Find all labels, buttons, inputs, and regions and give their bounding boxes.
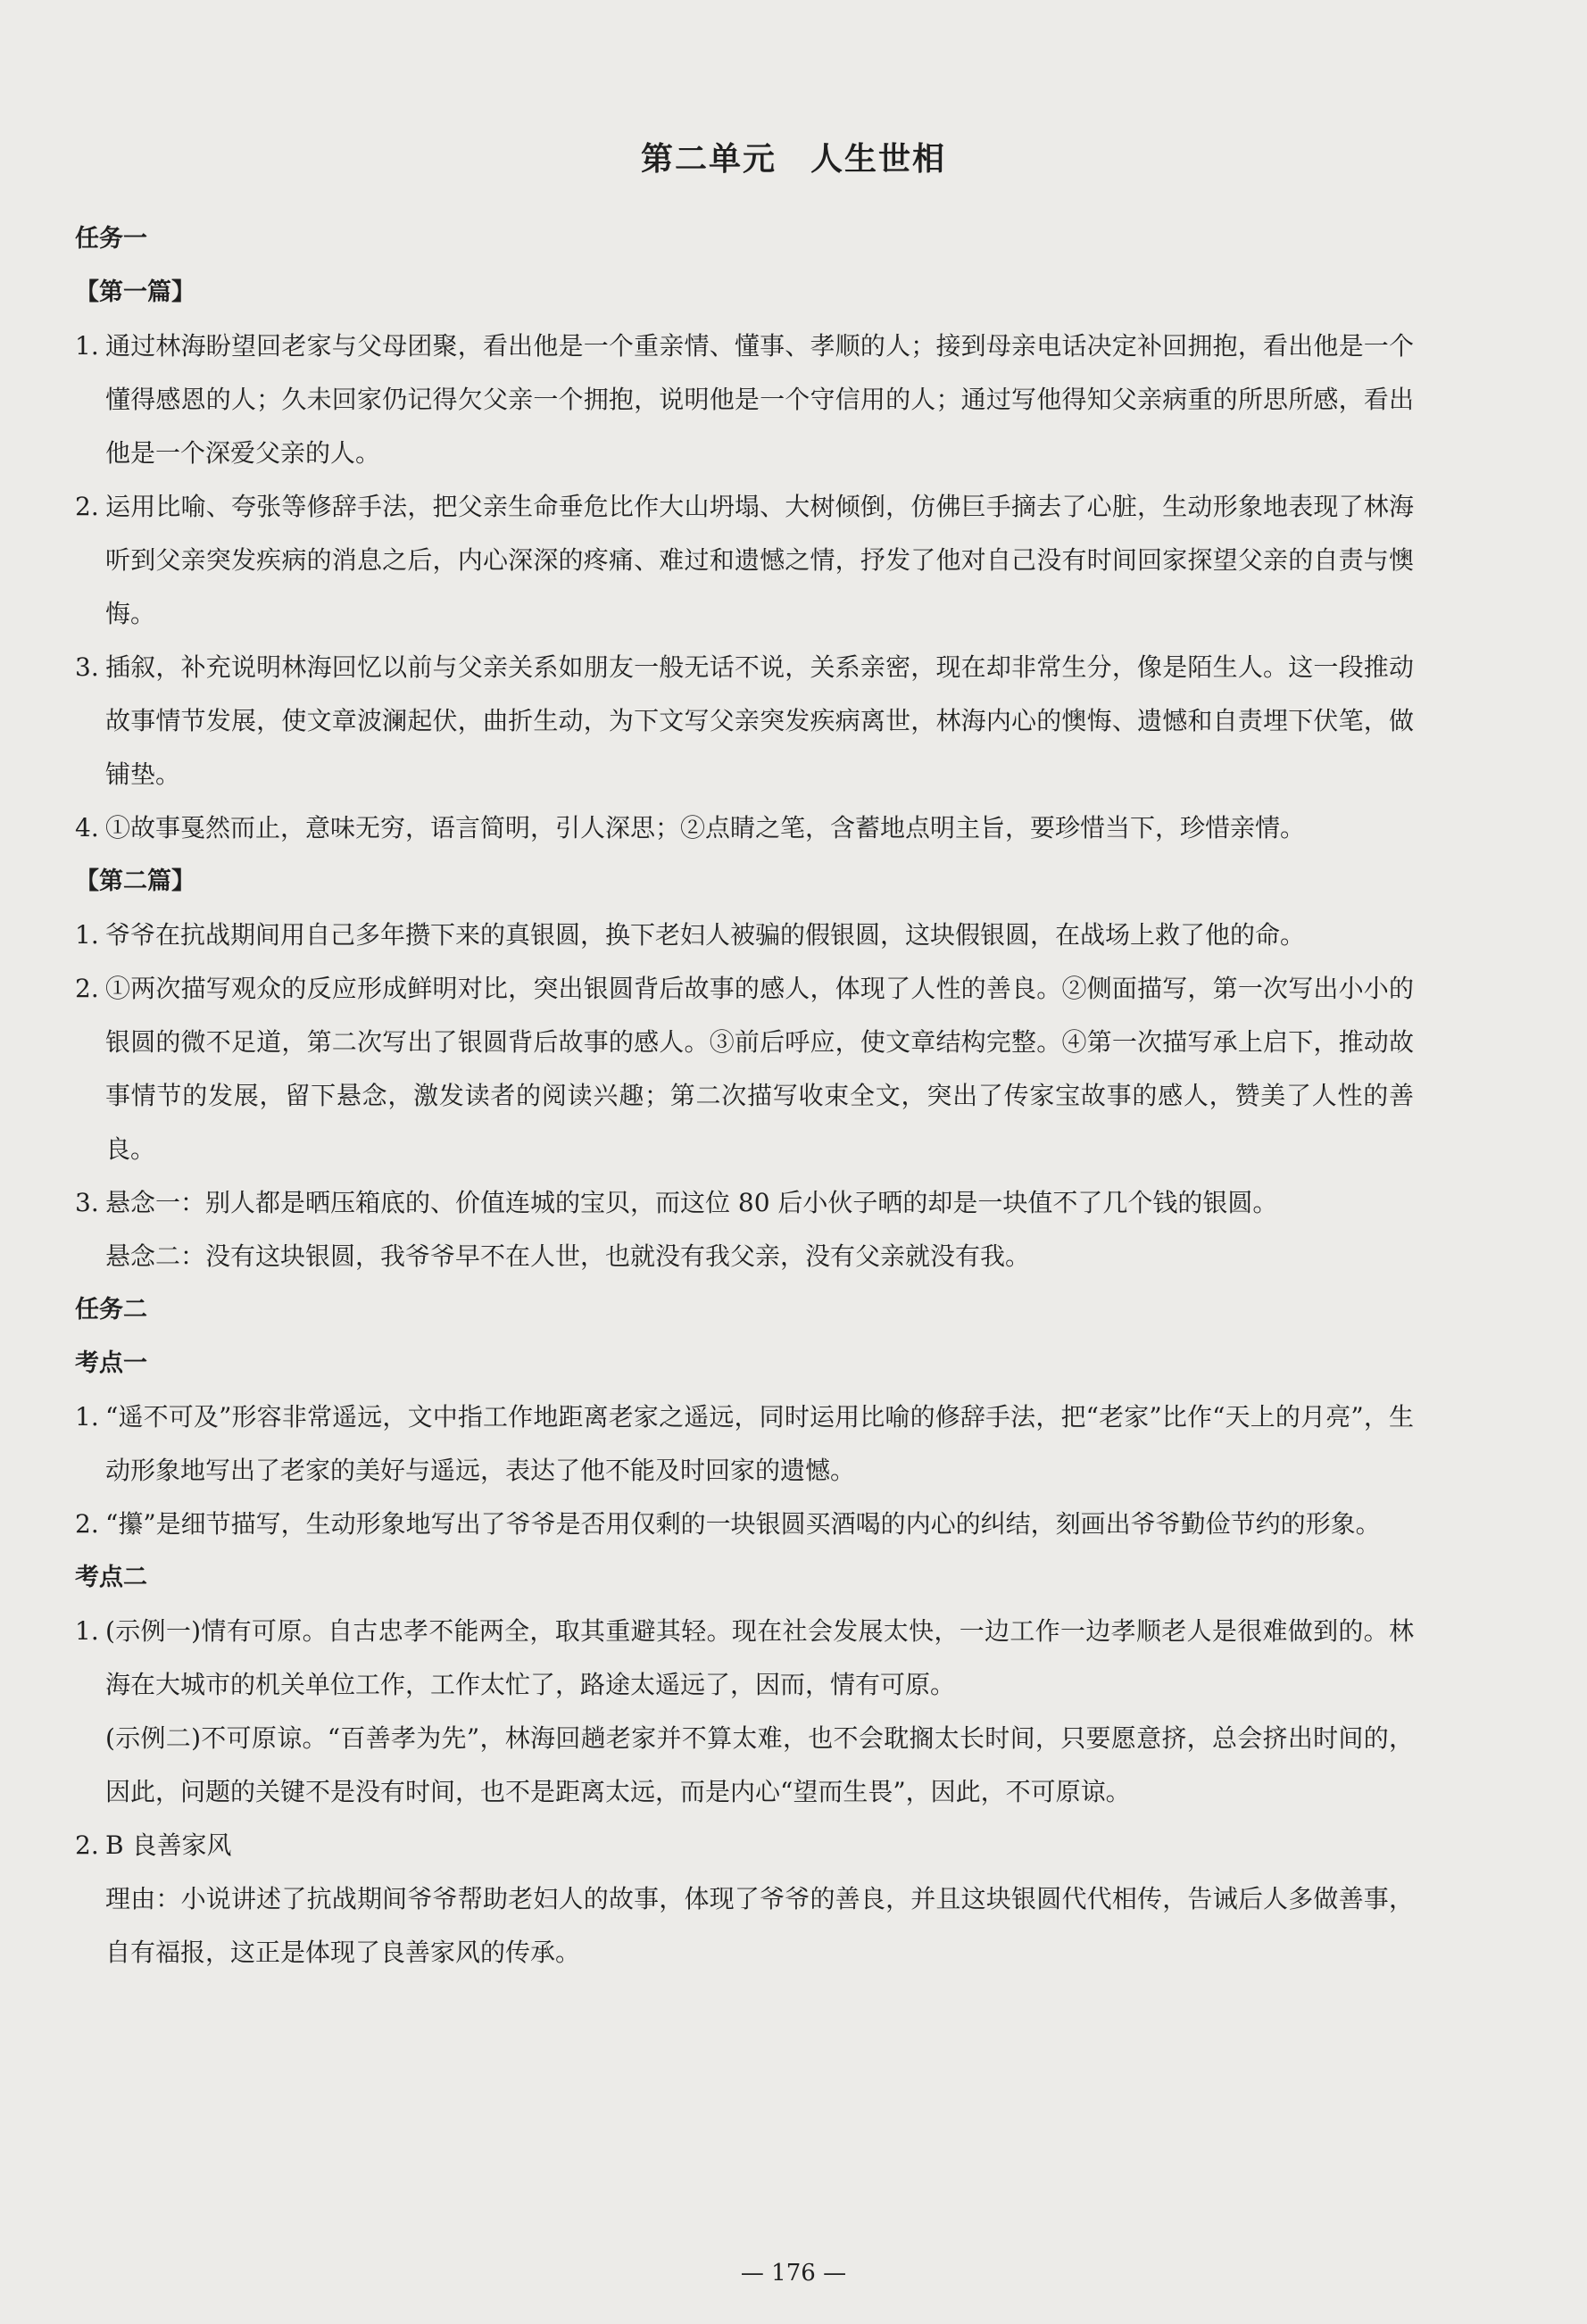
task1-part2-item-1 xyxy=(75,909,1414,962)
item-text: B 良善家风 xyxy=(105,1830,232,1860)
point2-item-2 xyxy=(75,1819,1414,1872)
point2-item-1 xyxy=(75,1605,1414,1712)
item-text: 通过林海盼望回老家与父母团聚，看出他是一个重亲情、懂事、孝顺的人；接到母亲电话决定补回拥抱，看出他是一个懂得感恩的人；久未回家仍记得欠父亲一个拥抱，说明他是一个守信用的人；通过写他得知父亲病重的所思所感，看出他是一个深爱父亲的人。 xyxy=(105,331,1414,468)
task1-part2-item-3-extra: 悬念二：没有这块银圆，我爷爷早不在人世，也就没有我父亲，没有父亲就没有我。 xyxy=(105,1241,1031,1271)
item-number: 1. xyxy=(75,920,99,950)
task1-part1-item-2 xyxy=(75,480,1414,641)
item-number: 1. xyxy=(75,331,99,361)
item-text: 运用比喻、夸张等修辞手法，把父亲生命垂危比作大山坍塌、大树倾倒，仿佛巨手摘去了心脏，生动形象地表现了林海听到父亲突发疾病的消息之后，内心深深的疼痛、难过和遗憾之情，抒发了他对自己没有时间回家探望父亲的自责与懊悔。 xyxy=(105,492,1414,628)
page-title: 第二单元 人生世相 xyxy=(640,141,946,178)
task2-heading: 任务二 xyxy=(75,1296,147,1324)
item-number: 2. xyxy=(75,1830,99,1860)
item-number: 1. xyxy=(75,1616,99,1646)
page-number: — 176 — xyxy=(740,2260,847,2287)
item-number: 4. xyxy=(75,813,99,842)
item-text: 插叙，补充说明林海回忆以前与父亲关系如朋友一般无话不说，关系亲密，现在却非常生分，像是陌生人。这一段推动故事情节发展，使文章波澜起伏，曲折生动，为下文写父亲突发疾病离世，林海内心的懊悔、遗憾和自责埋下伏笔，做铺垫。 xyxy=(105,652,1414,789)
task1-part2-item-2 xyxy=(75,962,1414,1176)
point1-item-1 xyxy=(75,1390,1414,1498)
point1-heading: 考点一 xyxy=(75,1349,147,1377)
task1-heading: 任务一 xyxy=(75,225,147,253)
part2-heading: 【第二篇】 xyxy=(75,867,195,895)
task1-part2-item-3 xyxy=(75,1176,1414,1230)
item-text: “遥不可及”形容非常遥远，文中指工作地距离老家之遥远，同时运用比喻的修辞手法，把“老家”比作“天上的月亮”，生动形象地写出了老家的美好与遥远，表达了他不能及时回家的遗憾。 xyxy=(105,1402,1414,1485)
item-number: 1. xyxy=(75,1402,99,1432)
item-text: ①两次描写观众的反应形成鲜明对比，突出银圆背后故事的感人，体现了人性的善良。②侧面描写，第一次写出小小的银圆的微不足道，第二次写出了银圆背后故事的感人。③前后呼应，使文章结构完整。④第一次描写承上启下，推动故事情节的发展，留下悬念，激发读者的阅读兴趣；第二次描写收束全文，突出了传家宝故事的感人，赞美了人性的善良。 xyxy=(105,974,1414,1164)
item-text: 悬念一：别人都是晒压箱底的、价值连城的宝贝，而这位 80 后小伙子晒的却是一块值不了几个钱的银圆。 xyxy=(105,1188,1278,1217)
task1-part1-item-1 xyxy=(75,320,1414,480)
item-text: 爷爷在抗战期间用自己多年攒下来的真银圆，换下老妇人被骗的假银圆，这块假银圆，在战场上救了他的命。 xyxy=(105,920,1306,950)
item-number: 3. xyxy=(75,652,99,682)
point1-item-2 xyxy=(75,1498,1414,1551)
point2-heading: 考点二 xyxy=(75,1564,147,1591)
task1-part1-item-4 xyxy=(75,801,1414,855)
item-text: (示例一)情有可原。自古忠孝不能两全，取其重避其轻。现在社会发展太快，一边工作一边孝顺老人是很难做到的。林海在大城市的机关单位工作，工作太忙了，路途太遥远了，因而，情有可原。 xyxy=(105,1616,1414,1699)
item-number: 2. xyxy=(75,1509,99,1539)
point2-item-2-reason: 理由：小说讲述了抗战期间爷爷帮助老妇人的故事，体现了爷爷的善良，并且这块银圆代代相传，告诫后人多做善事，自有福报，这正是体现了良善家风的传承。 xyxy=(105,1884,1414,1967)
task1-part1-item-3 xyxy=(75,641,1414,801)
part1-heading: 【第一篇】 xyxy=(75,278,195,306)
item-number: 3. xyxy=(75,1188,99,1217)
answer-content xyxy=(75,212,1414,1980)
item-text: “攥”是细节描写，生动形象地写出了爷爷是否用仅剩的一块银圆买酒喝的内心的纠结，刻画出爷爷勤俭节约的形象。 xyxy=(105,1509,1381,1539)
item-text: ①故事戛然而止，意味无穷，语言简明，引人深思；②点睛之笔，含蓄地点明主旨，要珍惜当下，珍惜亲情。 xyxy=(105,813,1306,842)
item-number: 2. xyxy=(75,974,99,1003)
item-number: 2. xyxy=(75,492,99,521)
point2-item-1-example2: (示例二)不可原谅。“百善孝为先”，林海回趟老家并不算太难，也不会耽搁太长时间，只要愿意挤，总会挤出时间的，因此，问题的关键不是没有时间，也不是距离太远，而是内心“望而生畏”，因此，不可原谅。 xyxy=(105,1723,1414,1806)
